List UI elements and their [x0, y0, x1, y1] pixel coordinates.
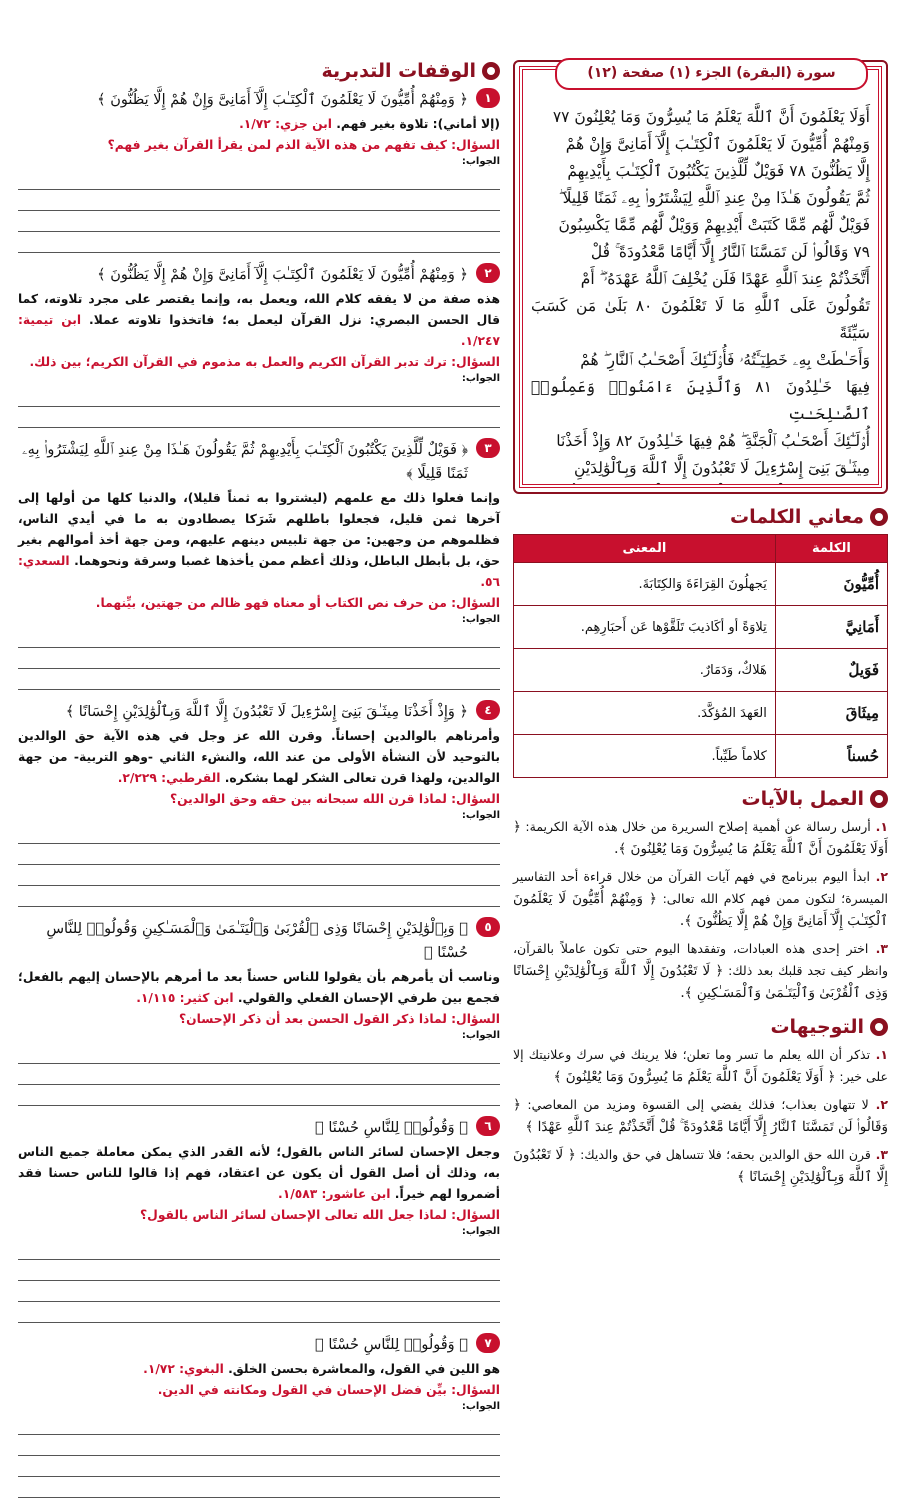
- quran-line: تَقُولُونَ عَلَى ٱللَّهِ مَا لَا تَعْلَمُونَ ٨٠ بَلَىٰ مَن كَسَبَ سَيِّئَةً: [531, 297, 870, 342]
- quran-line: ثُمَّ يَقُولُونَ هَـٰذَا مِنْ عِندِ ٱللَّهِ لِيَشْتَرُوا۟ بِهِۦ ثَمَنًا قَلِيلًا ۖ: [558, 189, 870, 207]
- answer-label: الجواب:: [461, 1401, 500, 1412]
- reflection-section-title: [18, 60, 500, 82]
- stop-question: السؤال: لماذا جعل الله تعالى الإحسان لسائر الناس بالقول؟: [140, 1208, 500, 1222]
- reflection-stop: [18, 917, 500, 1106]
- stop-body-text: وأمرناهم بالوالدين إحساناً. وقرن الله عز وجل في هذه الآية حق الوالدين بالتوحيد لأن النشأة الأولى من عند الله، والنشء الثاني -وهو التربية- من جهة الوالدين، ولهذا قرن تعالى الشكر لهما بشكره.: [18, 729, 500, 785]
- item-text: لا تتهاون بعذاب؛ فذلك يفضي إلى القسوة ومزيد من المعاصي:: [520, 1097, 869, 1112]
- left-column: [18, 60, 500, 1508]
- answer-label: الجواب:: [461, 1226, 500, 1237]
- answer-line[interactable]: [18, 627, 500, 648]
- item-verse: ﴿ أَوَلَا يَعْلَمُونَ أَنَّ ٱللَّهَ يَعْلَمُ مَا يُسِرُّونَ وَمَا يُعْلِنُونَ ﴾: [553, 1069, 836, 1085]
- quran-line: فَوَيْلٌ لَّهُم مِّمَّا كَتَبَتْ أَيْدِيهِمْ وَوَيْلٌ لَّهُم مِّمَّا يَكْسِبُونَ: [558, 216, 870, 234]
- stop-verse: ﴿ وَمِنْهُمْ أُمِّيُّونَ لَا يَعْلَمُونَ ٱلْكِتَـٰبَ إِلَّآ أَمَانِىَّ وَإِنْ هُمْ إِلَّا يَظُنُّونَ ﴾: [97, 267, 468, 283]
- stop-header: [18, 88, 500, 112]
- item-number: ٢.: [868, 1097, 889, 1112]
- quran-line: أَوَلَا يَعْلَمُونَ أَنَّ ٱللَّهَ يَعْلَمُ مَا يُسِرُّونَ وَمَا يُعْلِنُونَ ٧٧: [552, 108, 870, 126]
- word-cell: فَوَيلٌ: [775, 649, 887, 692]
- stop-body: [18, 726, 500, 789]
- answer-line[interactable]: [18, 844, 500, 865]
- stop-body: [18, 967, 500, 1009]
- item-number: ٣.: [868, 941, 888, 956]
- stop-body-text: هذه صفة من لا يفقه كلام الله، ويعمل به، وإنما يقتصر على مجرد تلاوته، كما قال الحسن البصري: نزل القرآن ليعمل به؛ فاتخذوا تلاوته عملا.: [18, 292, 500, 327]
- item-verse: ﴿ وَقَالُوا۟ لَن تَمَسَّنَا ٱلنَّارُ إِلَّآ أَيَّامًا مَّعْدُودَةً ۚ قُلْ أَتَّخَذْتُمْ عِندَ ٱللَّهِ عَهْدًا ﴾: [513, 1097, 888, 1135]
- answer-line[interactable]: [18, 1085, 500, 1106]
- word-cell: أَمَانِيَّ: [775, 606, 887, 649]
- answer-line[interactable]: [18, 1281, 500, 1302]
- list-item: [513, 1144, 888, 1188]
- answer-line[interactable]: [18, 865, 500, 886]
- guide-title-text: التوجيهات: [770, 1016, 864, 1038]
- reflection-stop: [18, 1116, 500, 1323]
- table-row: [514, 692, 888, 735]
- flower-ornament-icon: [482, 62, 500, 80]
- item-number: ٢.: [870, 869, 888, 884]
- answer-line[interactable]: [18, 669, 500, 690]
- answer-line[interactable]: [18, 1064, 500, 1085]
- answer-line[interactable]: [18, 1239, 500, 1260]
- table-row: [514, 563, 888, 606]
- answer-label: الجواب:: [461, 1030, 500, 1041]
- quran-line: فِيهَا خَـٰلِدُونَ ٨١ وَٱلَّذِينَ ءَامَنُوا۟ وَعَمِلُوا۟ ٱلصَّـٰلِحَـٰتِ: [531, 378, 870, 423]
- item-verse: ﴿ لَا تَعْبُدُونَ إِلَّا ٱللَّهَ وَبِٱلْوَٰلِدَيْنِ إِحْسَانًا وَذِى ٱلْقُرْبَىٰ وَٱلْيَتَـٰمَىٰ وَٱلْمَسَـٰكِينِ ﴾.: [513, 963, 888, 1001]
- meaning-cell: تِلاوَةً أو أكَاذيبَ تَلَقَّوْها عَن أَحبَارِهِم.: [514, 606, 776, 649]
- item-verse: ﴿ لَا تَعْبُدُونَ إِلَّا ٱللَّهَ وَبِٱلْوَٰلِدَيْنِ إِحْسَانًا ﴾: [513, 1147, 888, 1185]
- answer-label: الجواب:: [461, 156, 500, 167]
- stop-body-text: هو اللين في القول، والمعاشرة بحسن الخلق.: [223, 1362, 500, 1376]
- answer-line[interactable]: [18, 1435, 500, 1456]
- reflection-stop: [18, 263, 500, 428]
- list-item: [513, 1094, 888, 1138]
- table-row: [514, 649, 888, 692]
- quran-line: ٧٩ وَقَالُوا۟ لَن تَمَسَّنَا ٱلنَّارُ إِلَّآ أَيَّامًا مَّعْدُودَةً ۚ قُلْ: [590, 243, 870, 261]
- quran-line: [531, 482, 870, 488]
- quran-line: وَأَحَـٰطَتْ بِهِۦ خَطِيٓـَٔتُهُۥ فَأُو۟لَـٰٓئِكَ أَصْحَـٰبُ ٱلنَّارِ ۖ هُمْ: [580, 351, 870, 369]
- stop-source: ابن كثير: ١/١١٥.: [136, 991, 234, 1005]
- item-number: ٣.: [870, 1147, 888, 1162]
- stop-question: السؤال: لماذا قرن الله سبحانه بين حقه وحق الوالدين؟: [169, 792, 500, 806]
- answer-line[interactable]: [18, 1043, 500, 1064]
- word-cell: أُمِّيُّونَ: [775, 563, 887, 606]
- stop-verse: ﴿ وَمِنْهُمْ أُمِّيُّونَ لَا يَعْلَمُونَ ٱلْكِتَـٰبَ إِلَّآ أَمَانِىَّ وَإِنْ هُمْ إِلَّا يَظُنُّونَ ﴾: [97, 92, 468, 108]
- flower-ornament-icon: [870, 1018, 888, 1036]
- quran-line: وَمِنْهُمْ أُمِّيُّونَ لَا يَعْلَمُونَ ٱلْكِتَـٰبَ إِلَّآ أَمَانِىَّ وَإِنْ هُمْ: [565, 135, 870, 153]
- item-text: تذكر أن الله يعلم ما تسر وما تعلن؛ فلا يرينك في سرك وعلانيتك إلا على خير:: [513, 1047, 888, 1084]
- surah-header: سورة (البقرة) الجزء (١) صفحة (١٢): [555, 58, 868, 90]
- item-text: اختر إحدى هذه العبادات، وتفقدها اليوم حتى تكون عاملاً بالقرآن، وانظر كيف تجد قلبك بعد ذلك:: [513, 941, 888, 978]
- meaning-cell: كلاماً طَيِّباً.: [514, 735, 776, 778]
- meanings-title-text: معاني الكلمات: [729, 506, 864, 528]
- list-item: [513, 816, 888, 860]
- answer-line[interactable]: [18, 190, 500, 211]
- stop-body: [18, 1142, 500, 1205]
- work-list: [513, 816, 888, 1004]
- stop-source: القرطبي: ٢/٢٢٩.: [117, 771, 221, 785]
- work-title-text: العمل بالآيات: [741, 788, 864, 810]
- guide-list: [513, 1044, 888, 1188]
- reflection-stop: [18, 700, 500, 907]
- quran-page-frame: [513, 60, 888, 494]
- stop-question: السؤال: كيف تفهم من هذه الآية الذم لمن يقرأ القرآن بغير فهم؟: [107, 138, 500, 152]
- stop-header: [18, 438, 500, 486]
- word-cell: مِيثَاقَ: [775, 692, 887, 735]
- stop-number-badge: ٢: [476, 263, 500, 283]
- stop-header: [18, 263, 500, 287]
- reflection-stop: [18, 1333, 500, 1498]
- meaning-cell: هَلاكٌ، وَدَمَارٌ.: [514, 649, 776, 692]
- item-verse: ﴿ وَمِنْهُمْ أُمِّيُّونَ لَا يَعْلَمُونَ ٱلْكِتَـٰبَ إِلَّآ أَمَانِىَّ وَإِنْ هُمْ إِلَّا يَظُنُّونَ ﴾.: [513, 891, 888, 929]
- answer-line[interactable]: [18, 1260, 500, 1281]
- flower-ornament-icon: [870, 790, 888, 808]
- answer-line[interactable]: [18, 1302, 500, 1323]
- answer-label: الجواب:: [461, 810, 500, 821]
- stop-body-text: وجعل الإحسان لسائر الناس بالقول؛ لأنه القدر الذي يمكن معاملة جميع الناس به، وذلك أن أصل القول أن يكون عن اعتقاد، فهم إذا قالوا للناس حسنا فقد أضمروا لهم خيراً.: [18, 1145, 500, 1201]
- list-item: [513, 1044, 888, 1088]
- answer-line[interactable]: [18, 232, 500, 253]
- item-text: قرن الله حق الوالدين بحقه؛ فلا تتساهل في حق والديك:: [575, 1147, 871, 1162]
- answer-label: الجواب:: [461, 373, 500, 384]
- stop-header: [18, 1116, 500, 1140]
- stop-number-badge: ٦: [476, 1116, 500, 1136]
- stop-body: [18, 488, 500, 593]
- stop-source: السعدي: ٥٦.: [18, 554, 500, 589]
- item-text: ابدأ اليوم ببرنامج في فهم آيات القرآن من خلال قراءة أحد التفاسير الميسرة؛ لتكون ممن فهم كلام الله تعالى:: [513, 869, 888, 906]
- right-column: [513, 60, 888, 1194]
- stop-number-badge: ٧: [476, 1333, 500, 1353]
- meaning-cell: العَهدَ المُؤكَّدَ.: [514, 692, 776, 735]
- meaning-cell: يَجهلُونَ القِرَاءَةَ وَالكِتَابَةَ.: [514, 563, 776, 606]
- item-text: أرسل رسالة عن أهمية إصلاح السريرة من خلال هذه الآية الكريمة:: [520, 819, 871, 834]
- answer-line[interactable]: [18, 386, 500, 407]
- stop-question: السؤال: ترك تدبر القرآن الكريم والعمل به مذموم في القرآن الكريم؛ بين ذلك.: [29, 355, 500, 369]
- stop-verse: ﴿ وَبِٱلْوَٰلِدَيْنِ إِحْسَانًا وَذِى ٱلْقُرْبَىٰ وَٱلْيَتَـٰمَىٰ وَٱلْمَسَـٰكِينِ وَقُولُوا۟ لِلنَّاسِ حُسْنًا ﴾: [46, 921, 468, 961]
- stop-verse: ﴿ وَقُولُوا۟ لِلنَّاسِ حُسْنًا ﴾: [315, 1337, 468, 1353]
- quran-line: مِيثَـٰقَ بَنِىٓ إِسْرَٰٓءِيلَ لَا تَعْبُدُونَ إِلَّا ٱللَّهَ وَبِٱلْوَٰلِدَيْنِ: [574, 459, 870, 477]
- col-header-meaning: المعنى: [514, 535, 776, 563]
- quran-text: [531, 104, 870, 488]
- stop-body: [18, 1359, 500, 1380]
- quran-line: أُو۟لَـٰٓئِكَ أَصْحَـٰبُ ٱلْجَنَّةِ ۖ هُمْ فِيهَا خَـٰلِدُونَ ٨٢ وَإِذْ أَخَذْنَا: [556, 432, 870, 450]
- stop-verse: ﴿ فَوَيْلٌ لِّلَّذِينَ يَكْتُبُونَ ٱلْكِتَـٰبَ بِأَيْدِيهِمْ ثُمَّ يَقُولُونَ هَـٰذَا مِنْ عِندِ ٱللَّهِ لِيَشْتَرُوا۟ بِهِۦ ثَمَنًا قَلِيلًا ﴾: [22, 442, 468, 482]
- stop-body-text: (إلا أماني): تلاوة بغير فهم.: [331, 117, 500, 131]
- stop-body-text: وناسب أن يأمرهم بأن يقولوا للناس حسناً بعد ما أمرهم بالإحسان إليهم بالفعل؛ فجمع بين طرفي الإحسان الفعلي والقولي.: [18, 970, 500, 1005]
- guide-section-title: [513, 1016, 888, 1038]
- quran-line: إِلَّا يَظُنُّونَ ٧٨ فَوَيْلٌ لِّلَّذِينَ يَكْتُبُونَ ٱلْكِتَـٰبَ بِأَيْدِيهِمْ: [567, 162, 870, 180]
- answer-line[interactable]: [18, 211, 500, 232]
- stop-question: السؤال: بيِّن فضل الإحسان في القول ومكانته في الدين.: [157, 1383, 500, 1397]
- col-header-word: الكلمة: [775, 535, 887, 563]
- stop-question: السؤال: من حرف نص الكتاب أو معناه فهو ظالم من جهتين، بيِّنهما.: [95, 596, 500, 610]
- stop-verse: ﴿ وَإِذْ أَخَذْنَا مِيثَـٰقَ بَنِىٓ إِسْرَٰٓءِيلَ لَا تَعْبُدُونَ إِلَّا ٱللَّهَ وَبِٱلْوَٰلِدَيْنِ إِحْسَانًا ﴾: [65, 704, 468, 720]
- list-item: [513, 938, 888, 1004]
- stop-body-text: وإنما فعلوا ذلك مع علمهم (ليشتروا به ثمناً قليلا)، والدنيا كلها من أولها إلى آخرها ثمن قليل، فجعلوا باطلهم شَرَكا يصطادون به ما في أيدي الناس، فظلموهم من وجهين: من جهة تلبيس دينهم عليهم، ومن جهة أخذ أموالهم بغير حق، بل بأبطل الباطل، وذلك أعظم ممن يأخذها غصبا وسرقة ونحوهما.: [18, 491, 500, 568]
- answer-line[interactable]: [18, 169, 500, 190]
- flower-ornament-icon: [870, 508, 888, 526]
- stop-body: [18, 289, 500, 352]
- stop-header: [18, 917, 500, 965]
- answer-line[interactable]: [18, 886, 500, 907]
- reflection-stop: [18, 88, 500, 253]
- quran-text-box: [519, 66, 882, 488]
- stop-source: ابن عاشور: ١/٥٨٣.: [278, 1187, 391, 1201]
- stop-question: السؤال: لماذا ذكر القول الحسن بعد أن ذكر الإحسان؟: [178, 1012, 500, 1026]
- stop-source: ابن جزي: ١/٧٢.: [239, 117, 332, 131]
- reflection-stops: [18, 88, 500, 1498]
- stop-body: [18, 114, 500, 135]
- stop-number-badge: ٥: [476, 917, 500, 937]
- word-cell: حُسناً: [775, 735, 887, 778]
- item-number: ١.: [870, 819, 888, 834]
- stop-source: ابن تيمية: ١/٢٤٧.: [18, 313, 500, 348]
- stop-source: البغوي: ١/٧٢.: [143, 1362, 224, 1376]
- work-section-title: [513, 788, 888, 810]
- stop-header: [18, 700, 500, 724]
- answer-label: الجواب:: [461, 614, 500, 625]
- stop-number-badge: ٤: [476, 700, 500, 720]
- meanings-table: [513, 534, 888, 778]
- item-number: ١.: [870, 1047, 888, 1062]
- answer-line[interactable]: [18, 1456, 500, 1477]
- answer-line[interactable]: [18, 1477, 500, 1498]
- item-verse: ﴿ أَوَلَا يَعْلَمُونَ أَنَّ ٱللَّهَ يَعْلَمُ مَا يُسِرُّونَ وَمَا يُعْلِنُونَ ﴾.: [513, 819, 888, 857]
- stop-number-badge: ١: [476, 88, 500, 108]
- answer-line[interactable]: [18, 823, 500, 844]
- stop-verse: ﴿ وَقُولُوا۟ لِلنَّاسِ حُسْنًا ﴾: [315, 1120, 468, 1136]
- meanings-section-title: [513, 506, 888, 528]
- answer-line[interactable]: [18, 407, 500, 428]
- stop-number-badge: ٣: [476, 438, 500, 458]
- table-row: [514, 606, 888, 649]
- reflection-stop: [18, 438, 500, 690]
- answer-line[interactable]: [18, 648, 500, 669]
- table-row: [514, 735, 888, 778]
- list-item: [513, 866, 888, 932]
- reflection-title-text: الوقفات التدبرية: [321, 60, 476, 82]
- answer-line[interactable]: [18, 1414, 500, 1435]
- quran-line: أَتَّخَذْتُمْ عِندَ ٱللَّهِ عَهْدًا فَلَن يُخْلِفَ ٱللَّهُ عَهْدَهُۥٓ ۖ أَمْ: [580, 270, 870, 288]
- stop-header: [18, 1333, 500, 1357]
